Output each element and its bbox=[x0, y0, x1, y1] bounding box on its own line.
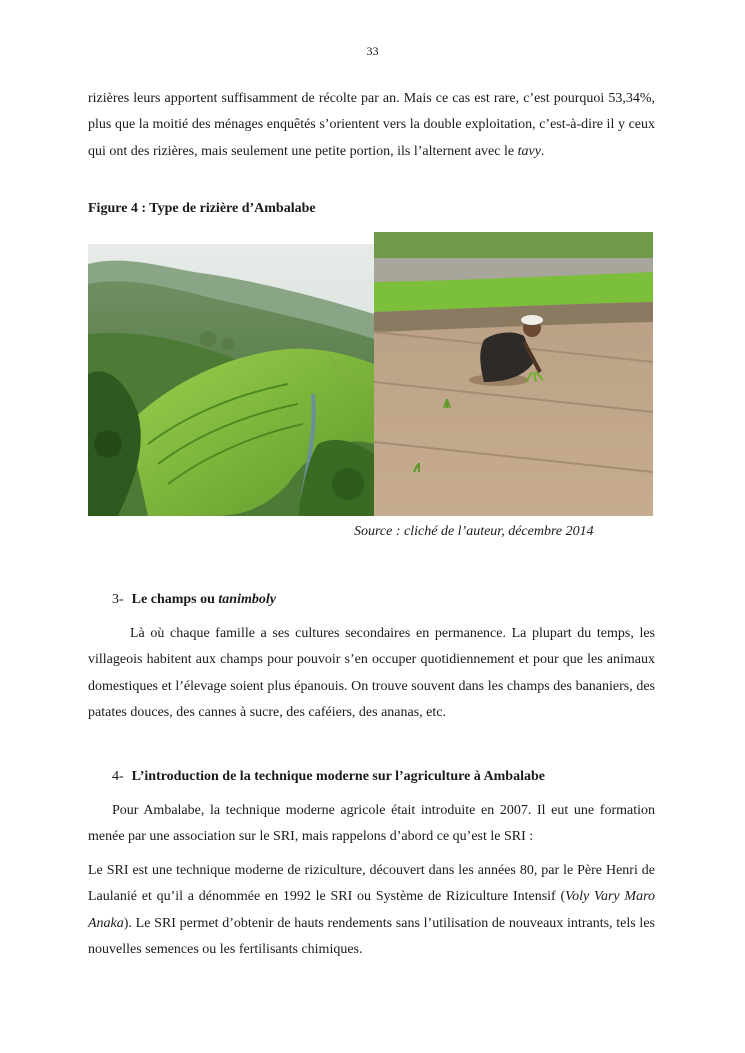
sri-text-start: Le SRI est une technique moderne de riziculture, découvert dans les années 80, par le Père Henri de Laulanié et qu’il a dénommée en 1992 le SRI ou Système de Riziculture Intensif ( bbox=[88, 863, 655, 905]
figure-source: Source : cliché de l’auteur, décembre 2014 bbox=[354, 524, 594, 539]
section-3-heading bbox=[112, 592, 276, 608]
rice-planting-image bbox=[374, 232, 653, 516]
section-4-title: L’introduction de la technique moderne sur l’agriculture à Ambalabe bbox=[131, 769, 545, 784]
intro-italic-word: tavy bbox=[517, 143, 541, 159]
terraced-valley-image bbox=[88, 244, 374, 516]
intro-end: . bbox=[540, 143, 545, 159]
intro-text: rizières leurs apportent suffisamment de récolte par an. Mais ce cas est rare, c’est pourquoi 53,34%, plus que la moitié des ménages enquêtés s’orientent vers la double exploitation, c’est-à-dire il y ceux qui ont des rizières, mais seulement une petite portion, ils l’alternent avec le bbox=[88, 91, 655, 159]
sri-italic-name: Voly Vary Maro Anaka bbox=[88, 889, 655, 931]
figure-caption: Figure 4 : Type de rizière d’Ambalabe bbox=[88, 201, 316, 216]
page-number: 33 bbox=[366, 44, 379, 58]
section-4-heading bbox=[112, 769, 545, 785]
section-4-paragraph-2 bbox=[88, 858, 655, 963]
photo-terraced-valley bbox=[88, 244, 374, 516]
section-4-number: 4- bbox=[112, 769, 124, 784]
section-3-number: 3- bbox=[112, 592, 124, 607]
section-3-paragraph: Là où chaque famille a ses cultures secondaires en permanence. La plupart du temps, les villageois habitent aux champs pour pouvoir s’en occuper quotidiennement et pour que les animaux domestiques et l’élevage soient plus épanouis. On trouve souvent dans les champs des bananiers, des patates douces, des cannes à sucre, des caféiers, des ananas, etc. bbox=[88, 626, 655, 720]
section-3-title-italic: tanimboly bbox=[218, 592, 276, 607]
sri-text-end: ). Le SRI permet d’obtenir de hauts rendements sans l’utilisation de nouveaux intrants, tels les nouvelles semences ou les fertilisants chimiques. bbox=[88, 915, 655, 957]
photo-rice-planting bbox=[374, 232, 653, 516]
section-4-paragraph-1: Pour Ambalabe, la technique moderne agricole était introduite en 2007. Il eut une formation menée par une association sur le SRI, mais rappelons d’abord ce qu’est le SRI : bbox=[88, 803, 655, 844]
intro-paragraph bbox=[88, 86, 655, 165]
section-3-title: Le champs ou bbox=[131, 592, 219, 607]
